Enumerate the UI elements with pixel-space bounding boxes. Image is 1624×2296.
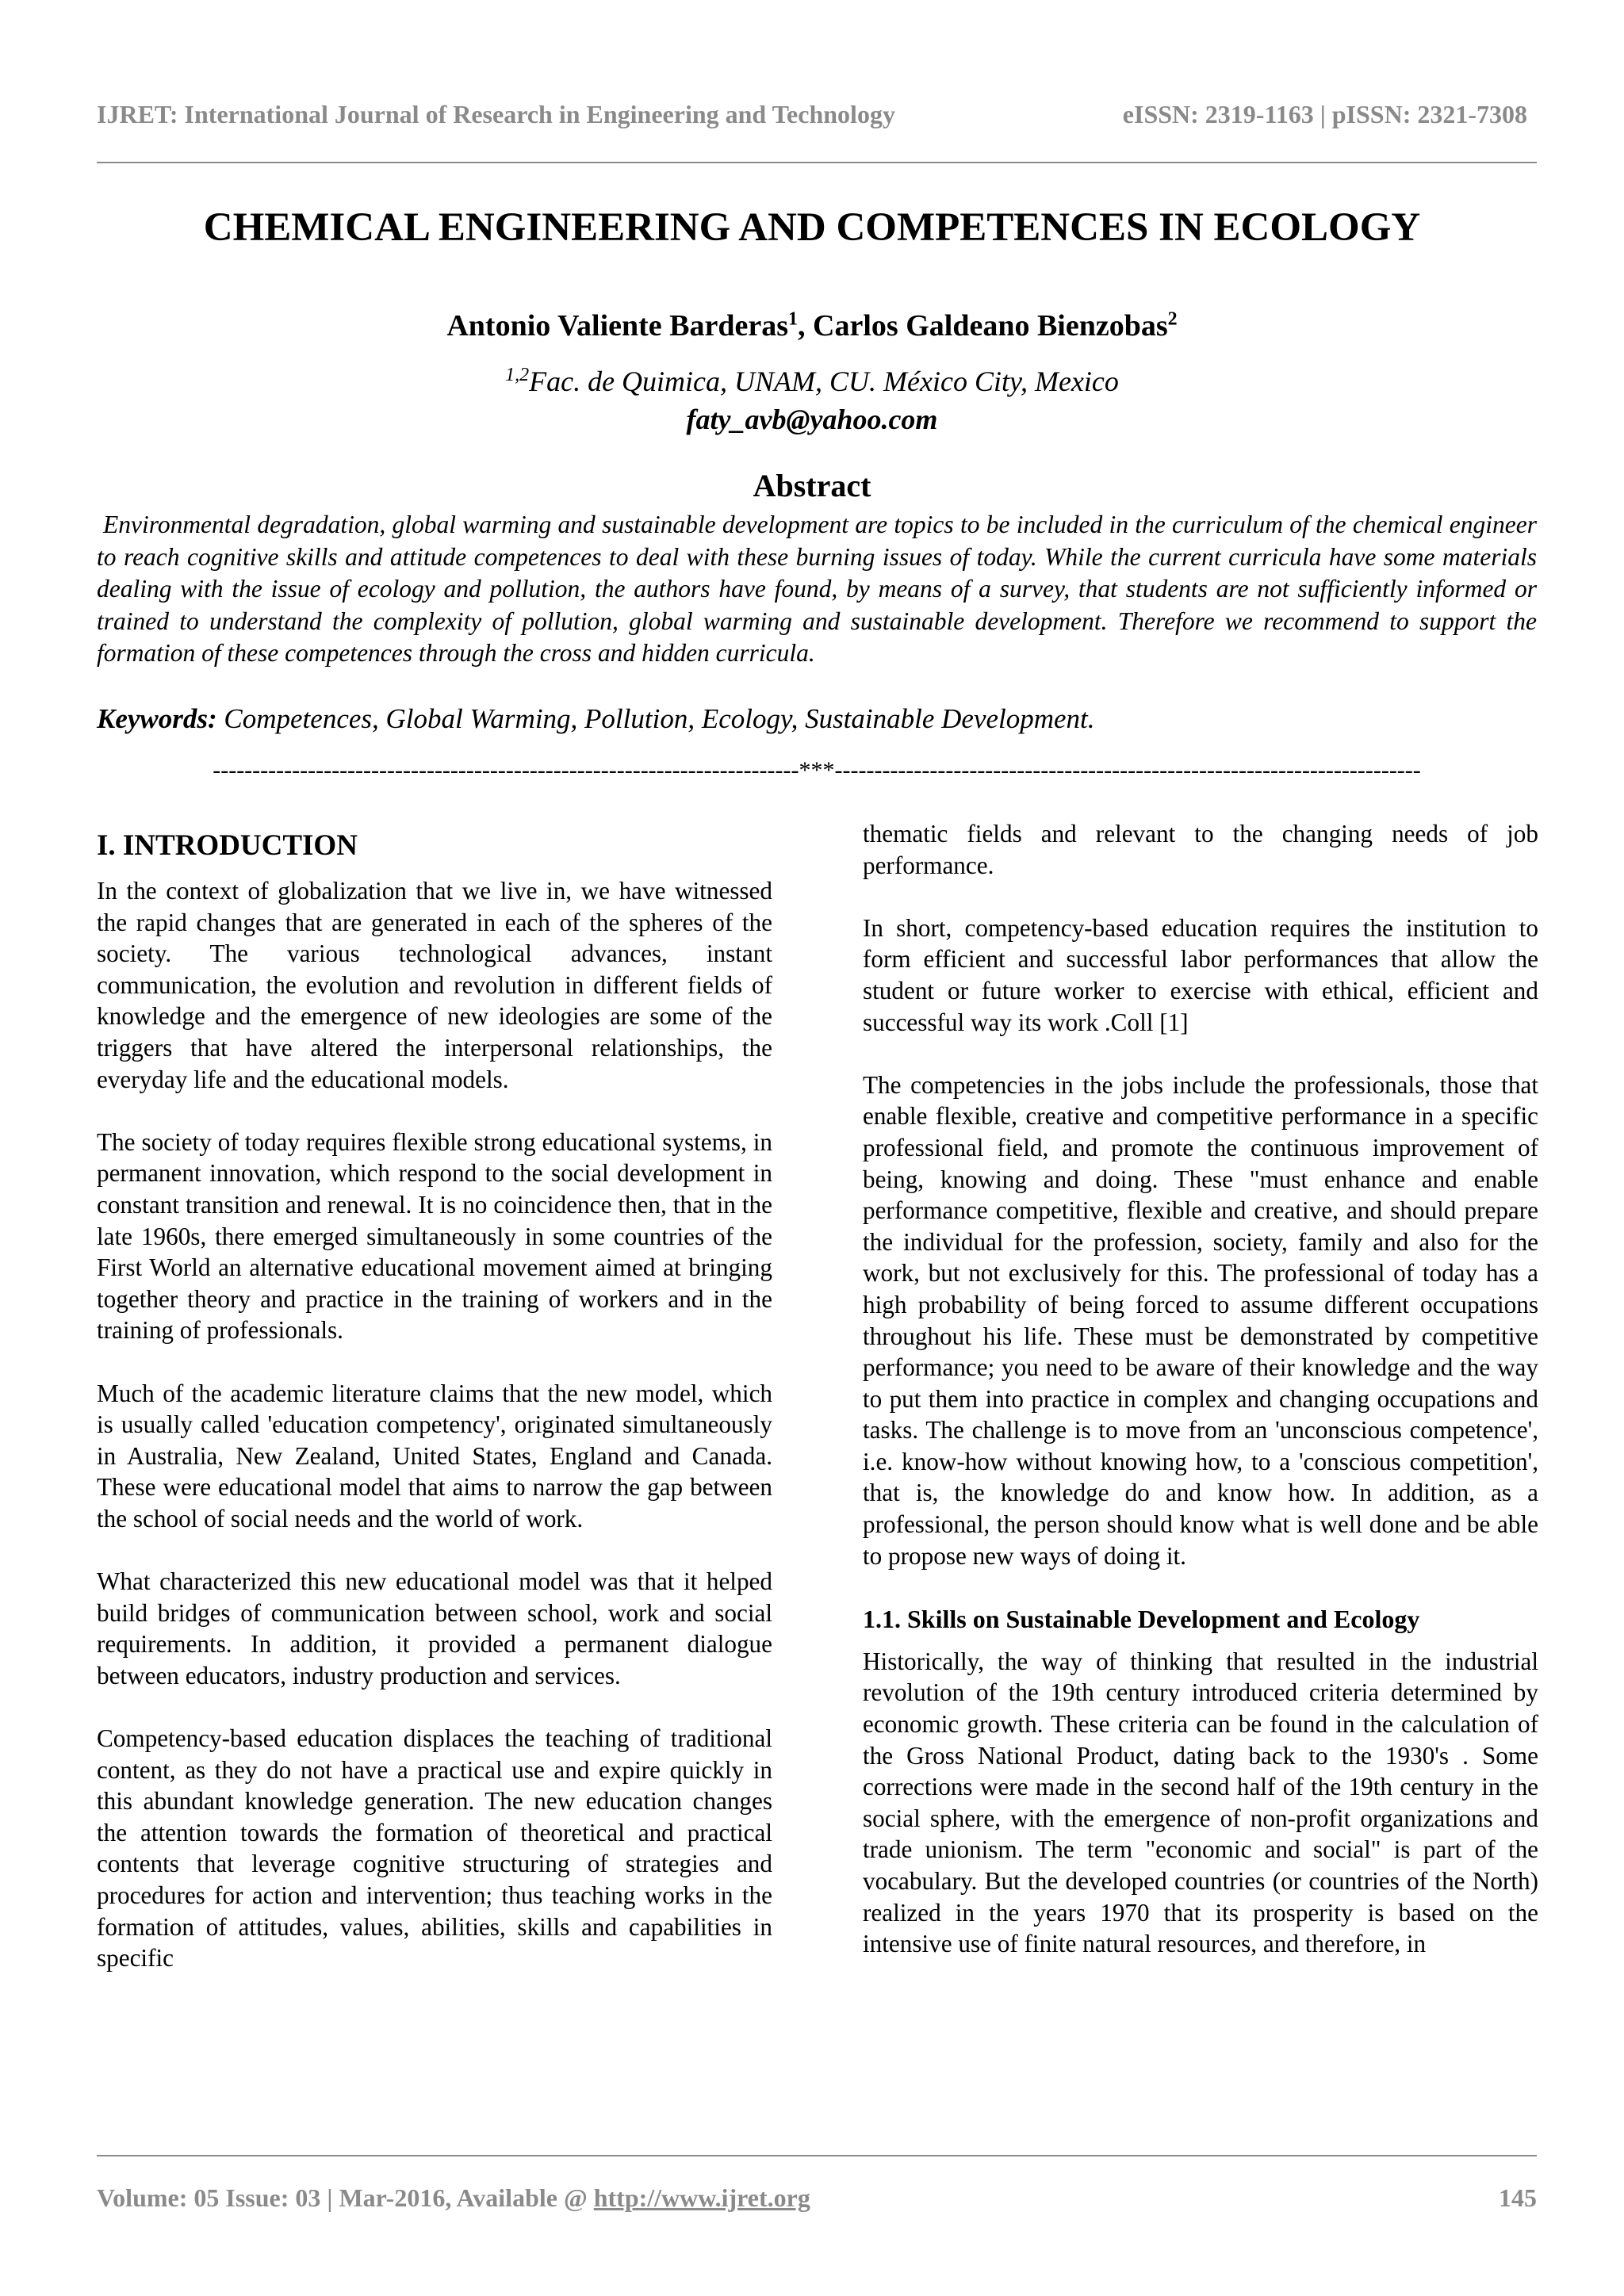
- paragraph: thematic fields and relevant to the changing needs of job performance.: [863, 820, 1538, 879]
- author-separator: ,: [798, 309, 814, 342]
- author-list: [97, 306, 1527, 346]
- paragraph: Much of the academic literature claims that the new model, which is usually called 'education competency', originated simultaneously in Australia, New Zealand, United States, England and Canada. These were educational model that aims to narrow the gap between the school of social needs and the world of work.: [97, 1379, 772, 1533]
- paragraph: The competencies in the jobs include the professionals, those that enable flexible, creative and competitive performance in a specific professional field, and promote the continuous improvement of being, knowing and doing. These "must enhance and enable performance competitive, flexible and creative, and should prepare the individual for the profession, society, family and also for the work, but not exclusively for this. The professional of today has a high probability of being forced to assume different occupations throughout his life. These must be demonstrated by competitive performance; you need to be aware of their knowledge and the way to put them into practice in complex and changing occupations and tasks. The challenge is to move from an 'unconscious competence', i.e. know-how without knowing how, to a 'conscious competition', that is, the knowledge do and know how. In addition, as a professional, the person should know what is well done and be able to propose new ways of doing it.: [863, 1070, 1538, 1570]
- right-column: [863, 818, 1538, 1960]
- paragraph: What characterized this new educational model was that it helped build bridges of communication between school, work and social requirements. In addition, it provided a permanent dialogue between educators, industry production and services.: [97, 1567, 772, 1689]
- footer-divider: [97, 2155, 1537, 2156]
- running-header: [97, 98, 1527, 130]
- keywords: [97, 701, 1537, 737]
- abstract-heading: Abstract: [753, 468, 871, 503]
- affiliation: [97, 363, 1527, 400]
- subsection-heading: 1.1. Skills on Sustainable Development and Ecology: [863, 1604, 1420, 1633]
- keywords-text: Competences, Global Warming, Pollution, Ecology, Sustainable Development.: [216, 703, 1095, 734]
- journal-name: IJRET: International Journal of Research in Engineering and Technology: [97, 99, 895, 128]
- paper-title: CHEMICAL ENGINEERING AND COMPETENCES IN ECOLOGY: [203, 205, 1421, 250]
- section-heading: I. INTRODUCTION: [97, 829, 358, 862]
- author-name: Antonio Valiente Barderas: [446, 309, 789, 342]
- paragraph: The society of today requires flexible strong educational systems, in permanent innovation, which respond to the social development in constant transition and renewal. It is no coincidence then, that in the late 1960s, there emerged simultaneously in some countries of the First World an alternative educational movement aimed at bringing together theory and practice in the training of workers and in the training of professionals.: [97, 1127, 772, 1345]
- keywords-label: Keywords:: [97, 703, 217, 734]
- author-affiliation-mark: 1: [788, 308, 799, 330]
- header-divider: [97, 162, 1537, 163]
- affiliation-text: Fac. de Quimica, UNAM, CU. México City, Mexico: [529, 365, 1119, 397]
- author-affiliation-mark: 2: [1167, 308, 1178, 330]
- volume-text: Volume: 05 Issue: 03 | Mar-2016, Available @: [97, 2183, 594, 2212]
- paragraph: In the context of globalization that we live in, we have witnessed the rapid changes that are generated in each of the spheres of the society. The various technological advances, instant communication, the evolution and revolution in different fields of knowledge and the emergence of new ideologies are some of the triggers that have altered the interpersonal relationships, the everyday life and the educational models.: [97, 877, 772, 1093]
- page-number: 145: [1499, 2183, 1537, 2212]
- paragraph: Competency-based education displaces the teaching of traditional content, as they do not have a practical use and expire quickly in this abundant knowledge generation. The new education changes the attention towards the formation of theoretical and practical contents that leverage cognitive structuring of strategies and procedures for action and intervention; thus teaching works in the formation of attitudes, values, abilities, skills and capabilities in specific: [97, 1724, 772, 1973]
- affiliation-mark: 1,2: [505, 365, 530, 385]
- author-email[interactable]: faty_avb@yahoo.com: [686, 404, 938, 435]
- author-name: Carlos Galdeano Bienzobas: [813, 309, 1168, 342]
- paragraph: In short, competency-based education requires the institution to form efficient and successful labor performances that allow the student or future worker to exercise with ethical, efficient and successful way its work .Coll [1]: [863, 913, 1538, 1036]
- left-column: [97, 817, 772, 1974]
- running-footer: [97, 2183, 1537, 2213]
- paragraph: Historically, the way of thinking that resulted in the industrial revolution of the 19th century introduced criteria determined by economic growth. These criteria can be found in the calculation of the Gross National Product, dating back to the 1930's . Some corrections were made in the second half of the 19th century in the social sphere, with the emergence of non-profit organizations and trade unionism. The term "economic and social" is part of the vocabulary. But the developed countries (or countries of the North) realized in the years 1970 that its prosperity is based on the intensive use of finite natural resources, and therefore, in: [863, 1647, 1538, 1958]
- section-separator: --------------------------------------------------------------------------***--------------------------------------------------------------------------: [213, 757, 1421, 783]
- volume-info: [97, 2183, 810, 2213]
- journal-url-link[interactable]: http://www.ijret.org: [593, 2183, 810, 2212]
- issn-numbers: eISSN: 2319-1163 | pISSN: 2321-7308: [1122, 99, 1527, 128]
- abstract-body: Environmental degradation, global warming and sustainable development are topics to be included in the curriculum of the chemical engineer to reach cognitive skills and attitude competences to deal with these burning issues of today. While the current curricula have some materials dealing with the issue of ecology and pollution, the authors have found, by means of a survey, that students are not sufficiently informed or trained to understand the complexity of pollution, global warming and sustainable development. Therefore we recommend to support the formation of these competences through the cross and hidden curricula.: [97, 511, 1537, 667]
